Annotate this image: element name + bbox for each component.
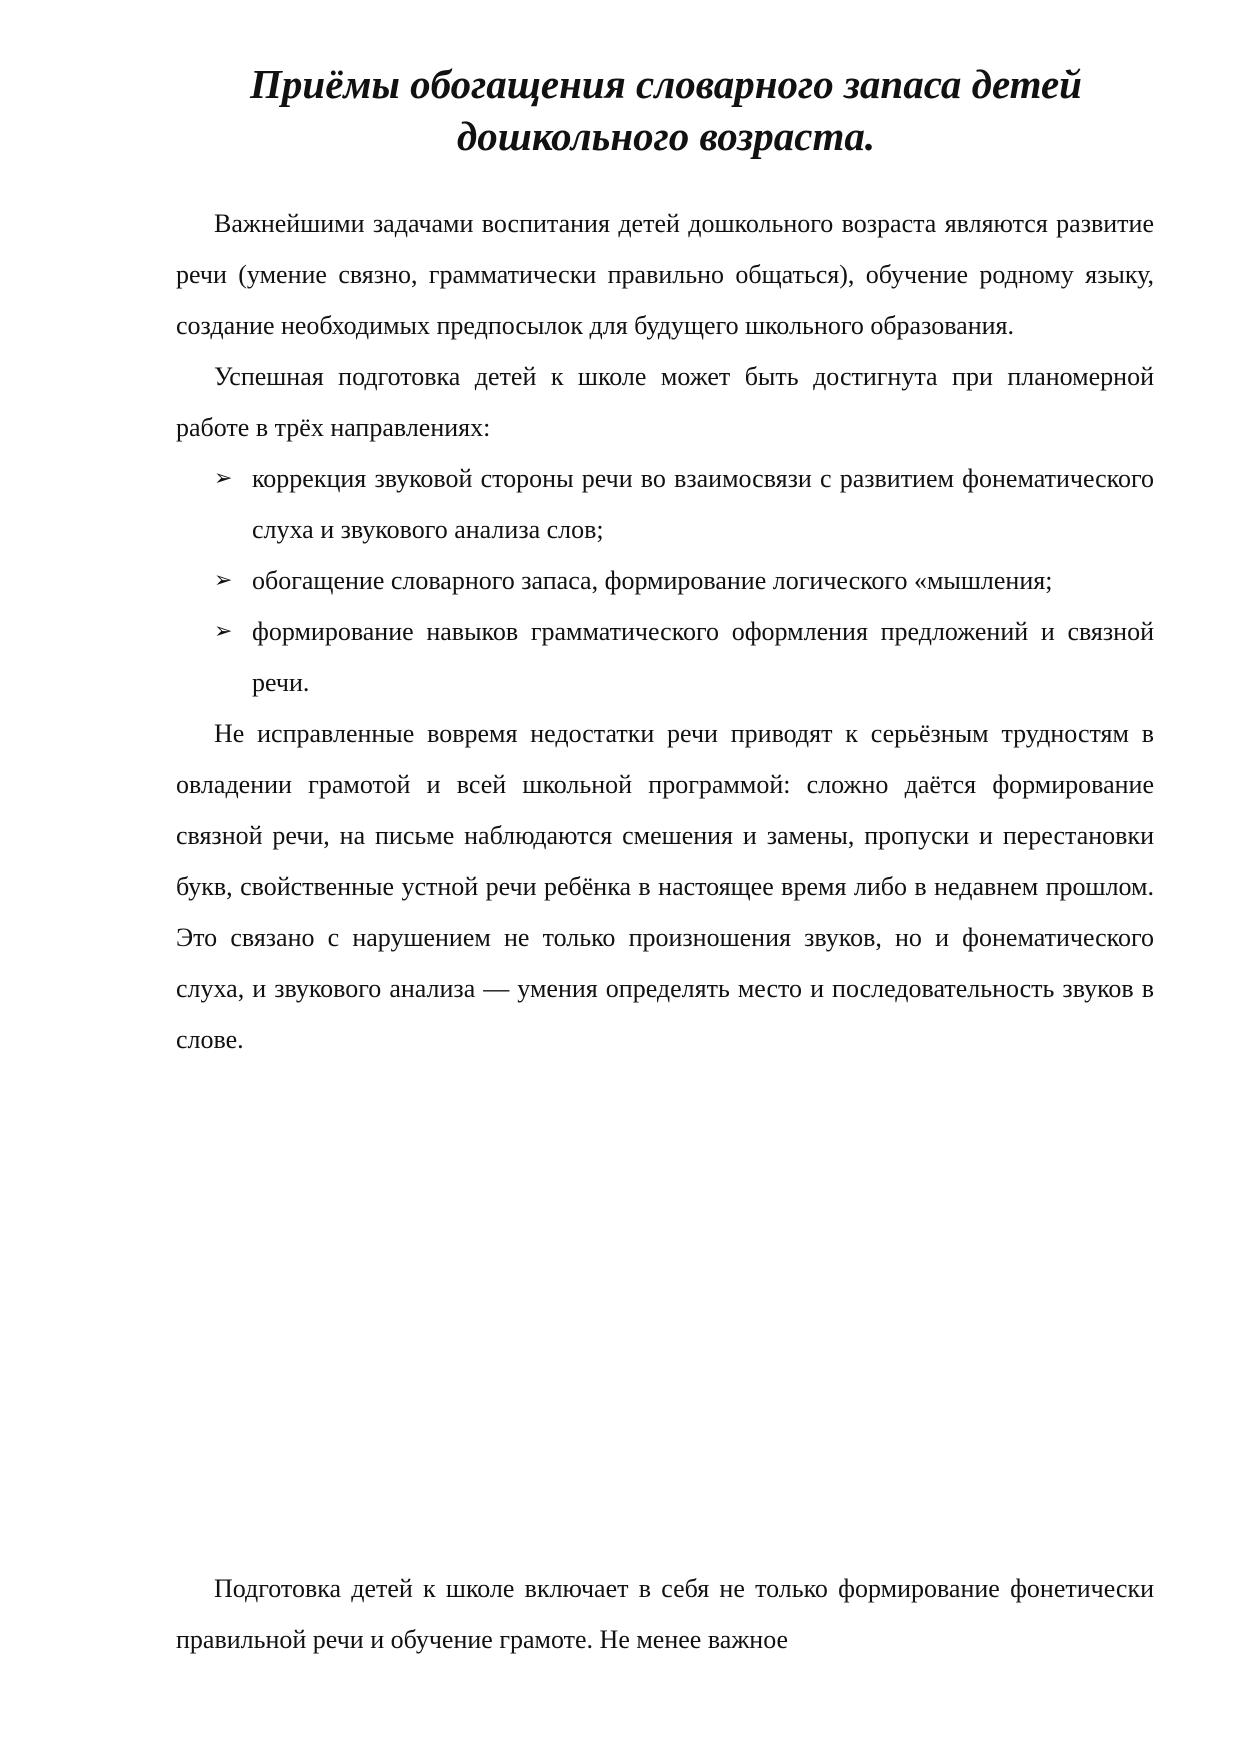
list-item bbox=[176, 453, 1154, 555]
body-text-block-continued bbox=[176, 1563, 1154, 1665]
paragraph-school-readiness: Подготовка детей к школе включает в себя не только формирование фонетически правильной речи и обучение грамоте. Не менее важное bbox=[176, 1574, 1154, 1654]
document-title bbox=[176, 58, 1156, 162]
list-item-text: коррекция звуковой стороны речи во взаимосвязи с развитием фонематического слуха и звукового анализа слов; bbox=[252, 464, 1154, 544]
list-item bbox=[176, 555, 1154, 606]
list-item-text: обогащение словарного запаса, формирование логического «мышления; bbox=[252, 566, 1053, 595]
arrow-bullet-icon: ➢ bbox=[214, 466, 233, 491]
paragraph-speech-defects: Не исправленные вовремя недостатки речи приводят к серьёзным трудностям в овладении грамотой и всей школьной программой: сложно даётся формирование связной речи, на письме наблюдаются смешения и замены, пропуски и перестановки букв, свойственные устной речи ребёнка в настоящее время либо в недавнем прошлом. Это связано с нарушением не только произношения звуков, но и фонематического слуха, и звукового анализа — умения определять место и последовательность звуков в слове. bbox=[176, 719, 1154, 1054]
arrow-bullet-icon: ➢ bbox=[214, 619, 233, 644]
paragraph-intro: Важнейшими задачами воспитания детей дошкольного возраста являются развитие речи (умение связно, грамматически правильно общаться), обучение родному языку, создание необходимых предпосылок для будущего школьного образования. bbox=[176, 209, 1154, 340]
title-line-1: Приёмы обогащения словарного запаса детей bbox=[250, 61, 1082, 107]
title-line-2: дошкольного возраста. bbox=[456, 113, 876, 159]
list-item bbox=[176, 606, 1154, 708]
directions-list bbox=[176, 453, 1154, 708]
arrow-bullet-icon: ➢ bbox=[214, 568, 233, 593]
body-text-block bbox=[176, 198, 1154, 1065]
paragraph-preparation: Успешная подготовка детей к школе может быть достигнута при планомерной работе в трёх направлениях: bbox=[176, 362, 1154, 442]
list-item-text: формирование навыков грамматического оформления предложений и связной речи. bbox=[252, 617, 1154, 697]
